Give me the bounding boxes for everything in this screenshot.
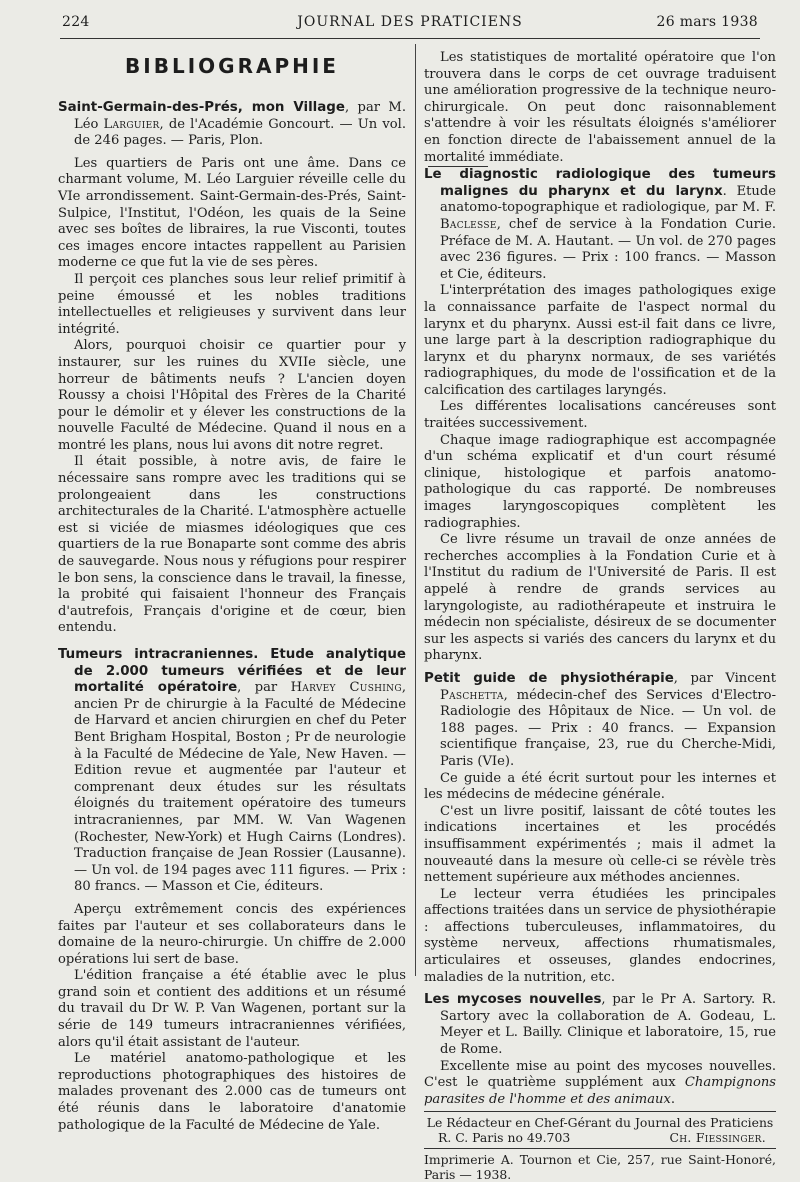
paragraph: L'interprétation des images pathologiques exige la connaissance parfaite de l'aspect normal du larynx et du pharynx. Aussi est-il fait dans ce livre, une large part à la description radiographique du larynx et du pharynx normaux, de ses variétés radiographiques, du mode de l'ossification et de la calcification des cartilages laryngés. xyxy=(424,283,776,398)
book-author: Larguier xyxy=(103,116,160,132)
paragraph: Ce guide a été écrit surtout pour les internes et les médecins de médecine générale. xyxy=(424,770,776,803)
right-column xyxy=(424,50,776,1182)
issue-date: 26 mars 1938 xyxy=(656,14,758,30)
book-author: Baclesse xyxy=(440,216,497,232)
review-diagnostic-heading: Le diagnostic radiologique des tumeurs malignes du pharynx et du larynx. Etude anatomo-topographique et radiologique, par M. F. Baclesse, chef de service à la Fondation Curie. Préface de M. A. Hautant. — Un vol. de 270 pages avec 236 figures. — Prix : 100 francs. — Masson et Cie, éditeurs. xyxy=(424,167,776,282)
paragraph: Excellente mise au point des mycoses nouvelles. C'est le quatrième supplément aux Champignons parasites de l'homme et des animaux. xyxy=(424,1058,776,1107)
journal-title: JOURNAL DES PRATICIENS xyxy=(297,14,523,30)
paragraph: Les statistiques de mortalité opératoire que l'on trouvera dans le corps de cet ouvrage traduisent une amélioration progressive de la technique neuro-chirurgicale. On peut donc raisonnablement s'attendre à voir les résultats éloignés s'améliorer en fonction directe de l'abaissement annuel de la mortalité immédiate. xyxy=(424,50,776,165)
left-column xyxy=(58,54,406,1134)
page-header xyxy=(62,14,758,36)
paragraph: Les différentes localisations cancéreuses sont traitées successivement. xyxy=(424,399,776,432)
review-mycoses-heading: Les mycoses nouvelles, par le Pr A. Sartory. R. Sartory avec la collaboration de A. Godeau, L. Meyer et L. Bailly. Clinique et laboratoire, 15, rue de Rome. xyxy=(424,992,776,1058)
book-author: Harvey Cushing xyxy=(290,680,402,696)
book-title: Saint-Germain-des-Prés, mon Village xyxy=(58,100,345,115)
paragraph: Il était possible, à notre avis, de faire le nécessaire sans rompre avec les traditions qui se prolongeaient dans les constructions architecturales de la Charité. L'atmosphère actuelle est si viciée de miasmes idéologiques que ces quartiers de la rue Bonaparte sont comme des abris de sauvegarde. Nous nous y réfugions pour respirer le bon sens, la conscience dans le travail, la finesse, la probité qui faisaient l'honneur des Français d'autrefois, Français d'origine et de cœur, bien entendu. xyxy=(58,454,406,636)
paragraph: Le lecteur verra étudiées les principales affections traitées dans un service de physiothérapie : affections tuberculeuses, inflammatoires, du système nerveux, affections rhumatismales, articulaires et osseuses, glandes endocrines, maladies de la nutrition, etc. xyxy=(424,886,776,985)
printer-line: Imprimerie A. Tournon et Cie, 257, rue Saint-Honoré, Paris — 1938. xyxy=(424,1152,776,1182)
section-title: BIBLIOGRAPHIE xyxy=(125,54,339,78)
paragraph: Le matériel anatomo-pathologique et les reproductions photographiques des histoires de malades provenant des 2.000 cas de tumeurs ont été réunis dans le laboratoire d'anatomie pathologique de la Faculté de Médecine de Yale. xyxy=(58,1051,406,1133)
paragraph: L'édition française a été établie avec le plus grand soin et contient des additions et un résumé du travail du Dr W. P. Van Wagenen, portant sur la série de 149 tumeurs intracraniennes vérifiées, alors qu'il était assistant de l'auteur. xyxy=(58,968,406,1050)
column-divider xyxy=(415,44,416,976)
paragraph: Chaque image radiographique est accompagnée d'un schéma explicatif et d'un court résumé clinique, histologique et parfois anatomo-pathologique du cas rapporté. De nombreuses images laryngoscopiques complètent les radiographies. xyxy=(424,432,776,531)
registration-number: R. C. Paris no 49.703 xyxy=(438,1130,571,1146)
paragraph: Il perçoit ces planches sous leur relief primitif à peine émoussé et les nobles traditions intellectuelles et religieuses y survivent dans leur intégrité. xyxy=(58,271,406,337)
paragraph: Aperçu extrêmement concis des expériences faites par l'auteur et ses collaborateurs dans le domaine de la neuro-chirurgie. Un chiffre de 2.000 opérations lui sert de base. xyxy=(58,901,406,967)
page-number: 224 xyxy=(62,14,90,30)
paragraph: Alors, pourquoi choisir ce quartier pour y instaurer, sur les ruines du XVIIe siècle, une horreur de bâtiments neufs ? L'ancien doyen Roussy a choisi l'Hôpital des Frères de la Charité pour le démolir et y élever les constructions de la nouvelle Faculté de Médecine. Quand il nous en a montré les plans, nous lui avons dit notre regret. xyxy=(58,338,406,453)
book-author: Paschetta xyxy=(440,687,504,703)
imprint-footer xyxy=(424,1111,776,1182)
review-saint-germain-heading: Saint-Germain-des-Prés, mon Village, par M. Léo Larguier, de l'Académie Goncourt. — Un vol. de 246 pages. — Paris, Plon. xyxy=(58,100,406,149)
editor-line: Le Rédacteur en Chef-Gérant du Journal des Praticiens xyxy=(426,1115,774,1131)
book-title: Le diagnostic radiologique des tumeurs malignes du pharynx et du larynx xyxy=(424,167,776,199)
book-title-italic: Champignons parasites de l'homme et des animaux xyxy=(424,1075,776,1107)
paragraph: Ce livre résume un travail de onze années de recherches accomplies à la Fondation Curie et à l'Institut du radium de l'Université de Paris. Il est appelé à rendre de grands services au laryngologiste, au radiothérapeute et instruira le médecin non spécialiste, désireux de se documenter sur les aspects si variés des cancers du larynx et du pharynx. xyxy=(424,532,776,664)
header-rule xyxy=(60,38,760,39)
book-title: Tumeurs intracraniennes. Etude analytique de 2.000 tumeurs vérifiées et de leur mortalité opératoire xyxy=(58,647,406,696)
footer-rule xyxy=(424,1111,776,1112)
book-title: Les mycoses nouvelles xyxy=(424,992,602,1008)
review-physiotherapie-heading: Petit guide de physiothérapie, par Vincent Paschetta, médecin-chef des Services d'Electro-Radiologie des Hôpitaux de Nice. — Un vol. de 188 pages. — Prix : 40 francs. — Expansion scientifique française, 23, rue du Cherche-Midi, Paris (VIe). xyxy=(424,670,776,769)
paragraph: C'est un livre positif, laissant de côté toutes les indications incertaines et les procédés insuffisamment expérimentés ; mais il admet la nouveauté dans la mesure où celle-ci se révèle très nettement supérieure aux méthodes anciennes. xyxy=(424,803,776,886)
review-tumeurs-heading: Tumeurs intracraniennes. Etude analytique de 2.000 tumeurs vérifiées et de leur mortalité opératoire, par Harvey Cushing, ancien Pr de chirurgie à la Faculté de Médecine de Harvard et ancien chirurgien en chef du Peter Bent Brigham Hospital, Boston ; Pr de neurologie à la Faculté de Médecine de Yale, New Haven. — Edition revue et augmentée par l'auteur et comprenant deux études sur les résultats éloignés du traitement opératoire des tumeurs intracraniennes, par MM. W. Van Wagenen (Rochester, New-York) et Hugh Cairns (Londres). Traduction française de Jean Rossier (Lausanne). — Un vol. de 194 pages avec 111 figures. — Prix : 80 francs. — Masson et Cie, éditeurs. xyxy=(58,647,406,895)
paragraph: Les quartiers de Paris ont une âme. Dans ce charmant volume, M. Léo Larguier réveille celle du VIe arrondissement. Saint-Germain-des-Prés, Saint-Sulpice, l'Institut, l'Odéon, les quais de la Seine avec ses boîtes de libraires, la rue Visconti, toutes ces images encore intactes rappellent au Parisien moderne ce que fut la vie de ses pères. xyxy=(58,155,406,271)
book-title: Petit guide de physiothérapie xyxy=(424,670,674,686)
editor-name: Ch. Fiessinger. xyxy=(669,1130,766,1146)
registration-line xyxy=(424,1130,776,1145)
footer-rule xyxy=(424,1148,776,1149)
